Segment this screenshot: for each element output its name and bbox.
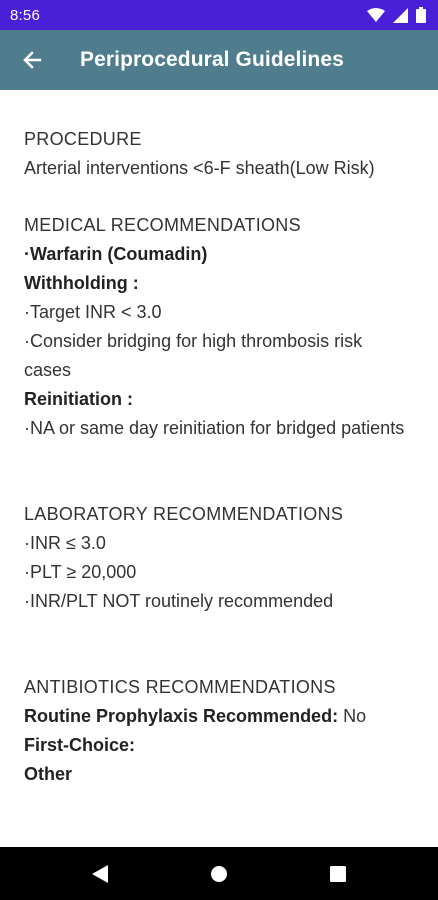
procedure-value: Arterial interventions <6-F sheath(Low Risk)	[24, 158, 375, 178]
medical-section	[24, 211, 414, 443]
prophylaxis-value: No	[343, 706, 367, 726]
prophylaxis-label: Routine Prophylaxis Recommended:	[24, 706, 339, 726]
status-icons	[367, 7, 426, 23]
status-time: 8:56	[10, 6, 40, 24]
withholding-item: ·Consider bridging for high thrombosis risk cases	[24, 331, 363, 380]
laboratory-section	[24, 500, 414, 616]
lab-item: ·INR ≤ 3.0	[24, 533, 106, 553]
home-circle-icon	[210, 865, 228, 883]
recents-square-icon	[330, 866, 346, 882]
nav-back-button[interactable]	[80, 854, 120, 894]
withholding-item: ·Target INR < 3.0	[24, 302, 162, 322]
lab-item: ·INR/PLT NOT routinely recommended	[24, 591, 334, 611]
system-nav-bar	[0, 847, 438, 900]
nav-home-button[interactable]	[199, 854, 239, 894]
procedure-heading: PROCEDURE	[24, 129, 142, 149]
wifi-icon	[367, 8, 385, 22]
status-bar	[0, 0, 438, 30]
signal-icon	[393, 8, 408, 23]
nav-recents-button[interactable]	[318, 854, 358, 894]
withholding-label: Withholding :	[24, 273, 139, 293]
laboratory-heading: LABORATORY RECOMMENDATIONS	[24, 504, 344, 524]
reinitiation-item: ·NA or same day reinitiation for bridged patients	[24, 418, 405, 438]
antibiotics-heading: ANTIBIOTICS RECOMMENDATIONS	[24, 677, 336, 697]
reinitiation-label: Reinitiation :	[24, 389, 133, 409]
page-title: Periprocedural Guidelines	[80, 48, 344, 71]
back-button[interactable]	[4, 30, 60, 90]
other-label: Other	[24, 764, 73, 784]
guideline-content	[0, 90, 438, 847]
back-triangle-icon	[92, 865, 108, 883]
first-choice-label: First-Choice:	[24, 735, 136, 755]
app-bar	[0, 30, 438, 90]
battery-icon	[416, 7, 426, 23]
antibiotics-section	[24, 673, 414, 789]
arrow-left-icon	[22, 50, 42, 70]
procedure-section	[24, 125, 414, 183]
prophylaxis-row	[24, 702, 414, 731]
lab-item: ·PLT ≥ 20,000	[24, 562, 137, 582]
drug-name: ·Warfarin (Coumadin)	[24, 244, 208, 264]
medical-heading: MEDICAL RECOMMENDATIONS	[24, 215, 301, 235]
